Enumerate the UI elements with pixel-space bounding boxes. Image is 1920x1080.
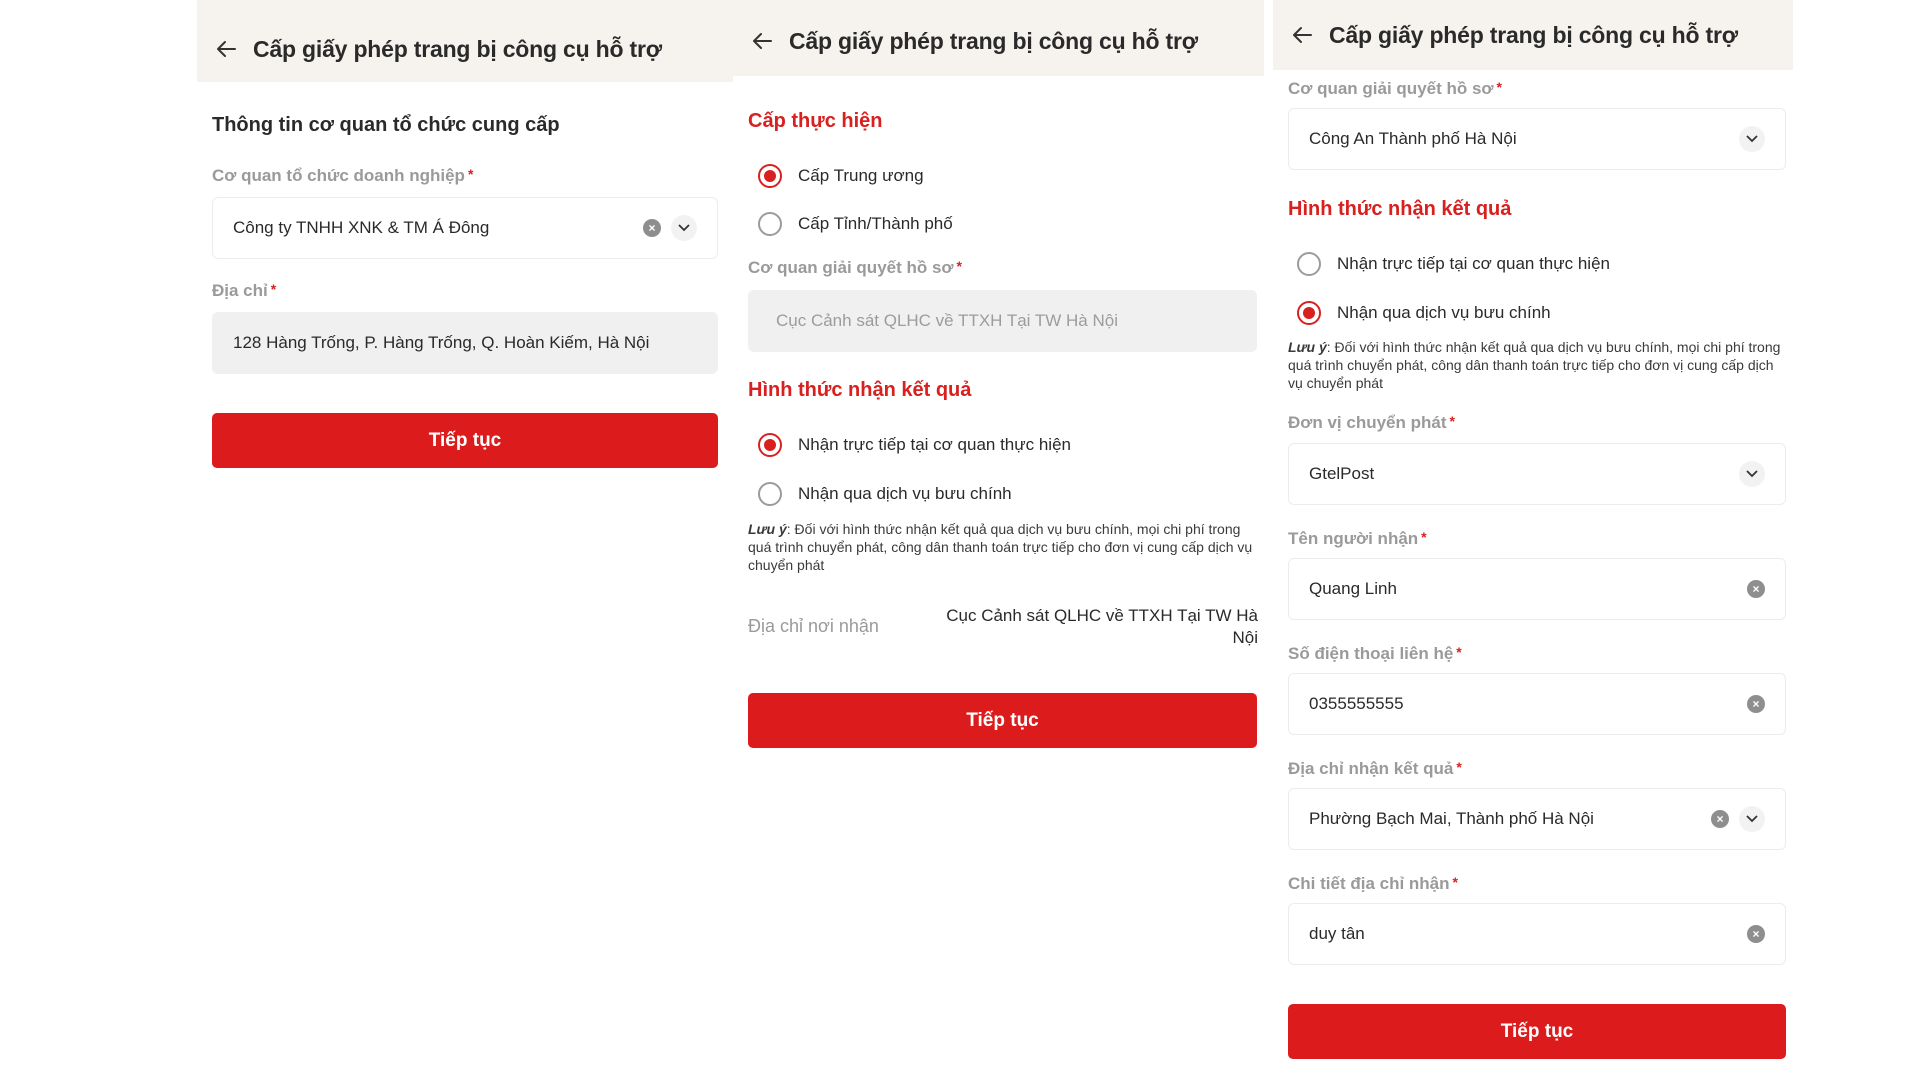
radio-option-postal[interactable] (758, 482, 1012, 506)
radio-label: Nhận trực tiếp tại cơ quan thực hiện (1337, 254, 1610, 273)
screen-organization-info (197, 0, 733, 1080)
note-prefix: Lưu ý (1288, 339, 1327, 355)
recipient-value: Quang Linh (1309, 579, 1397, 598)
section-title: Thông tin cơ quan tổ chức cung cấp (212, 114, 560, 136)
radio-option-direct[interactable] (1297, 252, 1610, 276)
app-header (1273, 0, 1793, 70)
org-label-text: Cơ quan tổ chức doanh nghiệp (212, 166, 465, 185)
required-mark: * (956, 258, 962, 274)
agency-select[interactable] (1288, 108, 1786, 170)
recipient-label-text: Tên người nhận (1288, 529, 1419, 548)
screen-delivery-info (1273, 0, 1793, 1080)
back-arrow-icon[interactable] (1291, 23, 1315, 47)
org-select[interactable] (212, 197, 718, 259)
radio-label: Nhận qua dịch vụ bưu chính (798, 484, 1012, 503)
courier-label-text: Đơn vị chuyển phát (1288, 413, 1447, 432)
courier-label (1288, 413, 1455, 433)
address-value: 128 Hàng Trống, P. Hàng Trống, Q. Hoàn Kiếm, Hà Nội (233, 333, 650, 352)
address-label (212, 281, 276, 301)
note-prefix: Lưu ý (748, 521, 787, 537)
address-detail-input[interactable] (1288, 903, 1786, 965)
chevron-down-icon[interactable] (1739, 806, 1765, 832)
address-label-text: Địa chỉ (212, 281, 268, 300)
radio-button[interactable] (758, 433, 782, 457)
phone-input[interactable] (1288, 673, 1786, 735)
receive-address-label: Địa chỉ nơi nhận (748, 616, 879, 636)
radio-button[interactable] (1297, 301, 1321, 325)
courier-value: GtelPost (1309, 464, 1375, 483)
radio-option-province[interactable] (758, 212, 953, 236)
radio-option-postal[interactable] (1297, 301, 1551, 325)
note-text (1288, 338, 1786, 392)
radio-button[interactable] (758, 164, 782, 188)
address-detail-value: duy tân (1309, 924, 1365, 943)
phone-label-text: Số điện thoại liên hệ (1288, 644, 1454, 663)
agency-field (748, 290, 1257, 352)
app-header (733, 0, 1264, 76)
chevron-down-icon[interactable] (671, 215, 697, 241)
required-mark: * (1452, 874, 1458, 890)
page-title: Cấp giấy phép trang bị công cụ hỗ trợ (253, 35, 662, 62)
back-arrow-icon[interactable] (215, 37, 239, 61)
clear-icon[interactable]: × (643, 219, 661, 237)
courier-select[interactable] (1288, 443, 1786, 505)
agency-value: Cục Cảnh sát QLHC về TTXH Tại TW Hà Nội (776, 311, 1118, 330)
chevron-down-icon[interactable] (1739, 126, 1765, 152)
agency-label-text: Cơ quan giải quyết hồ sơ (748, 258, 954, 277)
agency-value: Công An Thành phố Hà Nội (1309, 129, 1517, 148)
receive-address-label-text: Địa chỉ nhận kết quả (1288, 759, 1454, 778)
address-field (212, 312, 718, 374)
clear-icon[interactable]: × (1747, 695, 1765, 713)
receive-method-title: Hình thức nhận kết quả (748, 379, 972, 401)
back-arrow-icon[interactable] (751, 29, 775, 53)
required-mark: * (1456, 644, 1462, 660)
receive-address-value: Phường Bạch Mai, Thành phố Hà Nội (1309, 809, 1594, 828)
receive-method-title: Hình thức nhận kết quả (1288, 198, 1512, 220)
page-title: Cấp giấy phép trang bị công cụ hỗ trợ (1329, 21, 1738, 48)
continue-button[interactable]: Tiếp tục (212, 413, 718, 468)
org-value: Công ty TNHH XNK & TM Á Đông (233, 218, 490, 237)
chevron-down-icon[interactable] (1739, 461, 1765, 487)
note-body: : Đối với hình thức nhận kết quả qua dịch vụ bưu chính, mọi chi phí trong quá trình chuyển phát, công dân thanh toán trực tiếp cho đơn vị cung cấp dịch vụ chuyển phát (748, 521, 1253, 573)
note-body: : Đối với hình thức nhận kết quả qua dịch vụ bưu chính, mọi chi phí trong quá trình chuyển phát, công dân thanh toán trực tiếp cho đơn vị cung cấp dịch vụ chuyển phát (1288, 339, 1781, 391)
address-detail-label (1288, 874, 1458, 894)
recipient-input[interactable] (1288, 558, 1786, 620)
receive-address-select[interactable] (1288, 788, 1786, 850)
radio-label: Cấp Tỉnh/Thành phố (798, 214, 953, 233)
radio-option-central[interactable] (758, 164, 924, 188)
radio-label: Cấp Trung ương (798, 166, 924, 185)
required-mark: * (467, 166, 474, 182)
required-mark: * (1421, 529, 1427, 545)
screen-execution-level (733, 0, 1264, 1080)
radio-label: Nhận trực tiếp tại cơ quan thực hiện (798, 435, 1071, 454)
required-mark: * (1449, 413, 1455, 429)
radio-button[interactable] (1297, 252, 1321, 276)
continue-button[interactable]: Tiếp tục (1288, 1004, 1786, 1059)
phone-label (1288, 644, 1462, 664)
radio-option-direct[interactable] (758, 433, 1071, 457)
note-text (748, 520, 1253, 574)
level-title: Cấp thực hiện (748, 110, 883, 132)
address-detail-label-text: Chi tiết địa chỉ nhận (1288, 874, 1450, 893)
agency-label (1288, 79, 1502, 99)
receive-address-value: Cục Cảnh sát QLHC về TTXH Tại TW Hà Nội (946, 606, 1258, 647)
org-label (212, 166, 473, 186)
phone-value: 0355555555 (1309, 694, 1404, 713)
agency-label (748, 258, 962, 278)
required-mark: * (270, 281, 277, 297)
radio-button[interactable] (758, 212, 782, 236)
radio-button[interactable] (758, 482, 782, 506)
clear-icon[interactable]: × (1747, 580, 1765, 598)
app-header (197, 0, 733, 82)
receive-address-label (1288, 759, 1462, 779)
required-mark: * (1456, 759, 1462, 775)
recipient-label (1288, 529, 1427, 549)
clear-icon[interactable]: × (1747, 925, 1765, 943)
required-mark: * (1496, 79, 1502, 95)
radio-label: Nhận qua dịch vụ bưu chính (1337, 303, 1551, 322)
continue-button[interactable]: Tiếp tục (748, 693, 1257, 748)
agency-label-text: Cơ quan giải quyết hồ sơ (1288, 79, 1494, 98)
page-title: Cấp giấy phép trang bị công cụ hỗ trợ (789, 27, 1198, 54)
clear-icon[interactable]: × (1711, 810, 1729, 828)
